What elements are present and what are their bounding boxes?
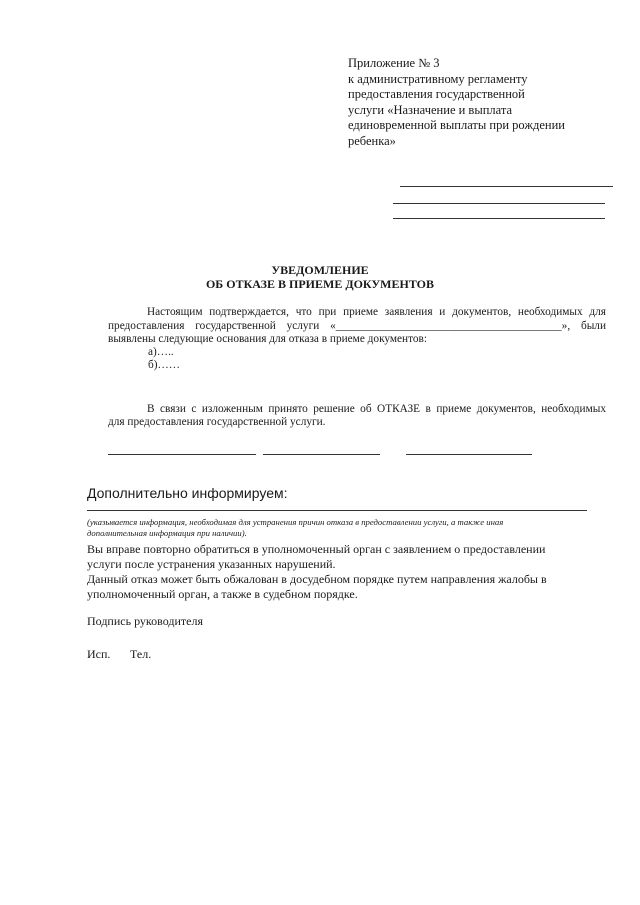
info-note: (указывается информация, необходимая для устранения причин отказа в предоставлении услуги, а также иная xyxy=(87,517,504,527)
list-item: а)….. xyxy=(148,346,174,358)
document-title: УВЕДОМЛЕНИЕ xyxy=(271,263,369,277)
list-item: б)…… xyxy=(148,359,181,371)
paragraph-text: выявлены следующие основания для отказа в приеме документов: xyxy=(108,333,428,345)
recipient-line xyxy=(393,203,605,204)
signature-label: Подпись руководителя xyxy=(87,614,203,628)
paragraph-text: предоставления государственной услуги «________________________________________», были xyxy=(108,320,606,332)
paragraph-text: Настоящим подтверждается, что при приеме заявления и документов, необходимых для xyxy=(147,306,606,318)
appendix-line: услуги «Назначение и выплата xyxy=(348,102,513,117)
info-line xyxy=(87,510,587,511)
signature-line xyxy=(108,454,256,455)
signature-line xyxy=(263,454,380,455)
phone-label: Тел. xyxy=(130,647,152,661)
info-text: Вы вправе повторно обратиться в уполномоченный орган с заявлением о предоставлении xyxy=(87,542,546,556)
appendix-block xyxy=(348,56,618,149)
executor-label: Исп. xyxy=(87,647,111,661)
info-text: уполномоченный орган, а также в судебном порядке. xyxy=(87,587,358,601)
recipient-line xyxy=(400,186,613,187)
appendix-number: Приложение № 3 xyxy=(348,56,440,70)
info-note: дополнительная информация при наличии). xyxy=(87,528,247,538)
paragraph-text: В связи с изложенным принято решение об ОТКАЗЕ в приеме документов, необходимых xyxy=(147,403,606,415)
paragraph-text: для предоставления государственной услуги. xyxy=(108,416,326,428)
info-text: Данный отказ может быть обжалован в досудебном порядке путем направления жалобы в xyxy=(87,572,547,586)
appendix-line: ребенка» xyxy=(348,133,396,148)
appendix-line: единовременной выплаты при рождении xyxy=(348,118,565,132)
document-subtitle: ОБ ОТКАЗЕ В ПРИЕМЕ ДОКУМЕНТОВ xyxy=(205,277,435,291)
signature-line xyxy=(406,454,532,455)
recipient-line xyxy=(393,218,605,219)
appendix-line: предоставления государственной xyxy=(348,87,525,101)
appendix-line: к административному регламенту xyxy=(348,71,528,86)
info-text: услуги после устранения указанных нарушений. xyxy=(87,557,336,571)
additional-info-heading: Дополнительно информируем: xyxy=(87,485,288,501)
